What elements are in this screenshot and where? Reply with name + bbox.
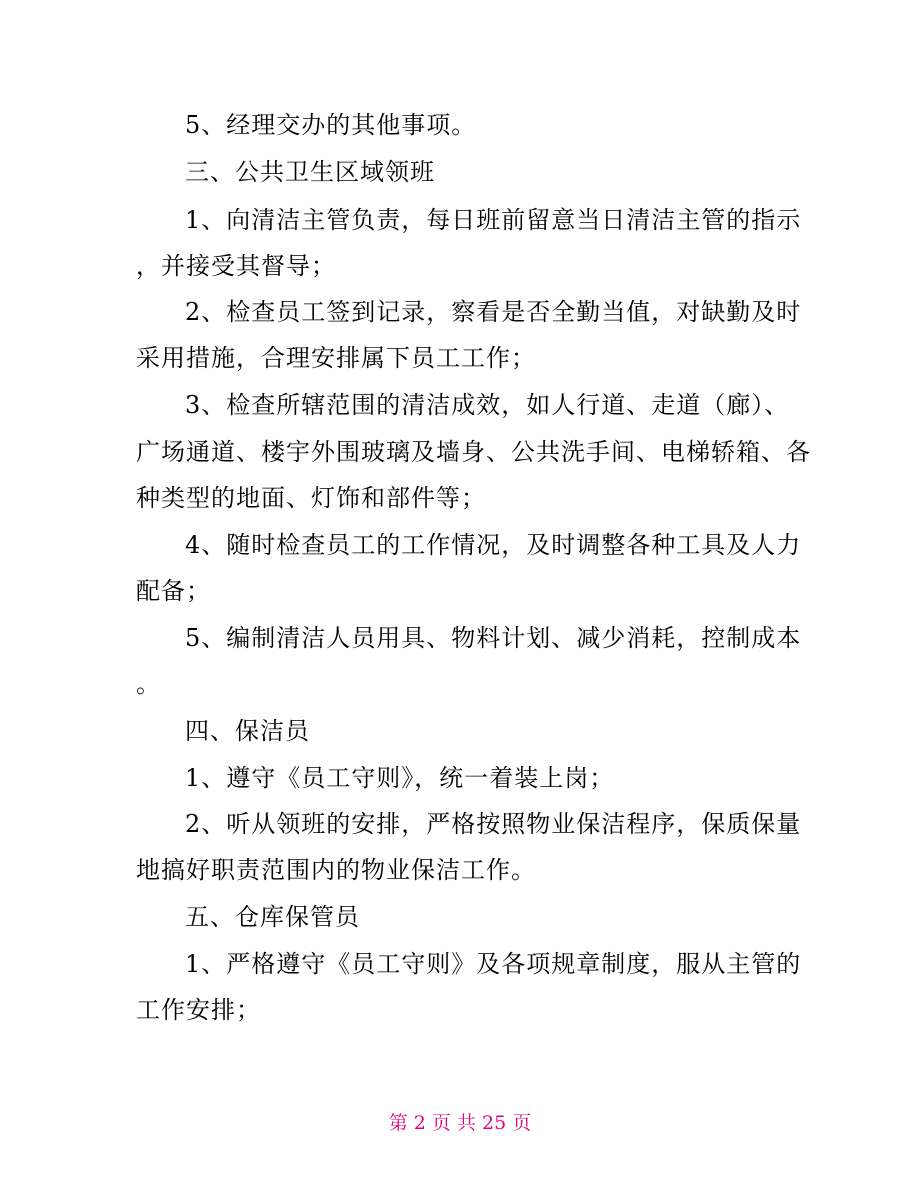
- text-line: 5、编制清洁人员用具、物料计划、减少消耗，控制成本: [185, 624, 802, 652]
- text-line: 种类型的地面、灯饰和部件等；: [136, 484, 486, 512]
- text-line: 2、检查员工签到记录，察看是否全勤当值，对缺勤及时: [185, 298, 802, 326]
- text-line: 5、经理交办的其他事项。: [185, 111, 477, 139]
- text-line: ，并接受其督导；: [136, 252, 336, 280]
- text-line: 1、严格遵守《员工守则》及各项规章制度，服从主管的: [185, 950, 802, 978]
- text-line: 工作安排；: [136, 996, 261, 1024]
- text-line: 配备；: [136, 577, 211, 605]
- text-line: 1、向清洁主管负责，每日班前留意当日清洁主管的指示: [185, 206, 802, 234]
- section-heading: 五、仓库保管员: [185, 903, 360, 931]
- text-line: 1、遵守《员工守则》，统一着装上岗；: [185, 764, 615, 792]
- text-line: 广场通道、楼宇外围玻璃及墙身、公共洗手间、电梯轿箱、各: [136, 438, 811, 466]
- section-heading: 四、保洁员: [185, 717, 310, 745]
- text-line: 3、检查所辖范围的清洁成效，如人行道、走道（廊）、: [185, 391, 790, 419]
- text-line: 。: [136, 670, 161, 698]
- page-number-footer: 第 2 页 共 25 页: [388, 1112, 532, 1134]
- text-line: 2、听从领班的安排，严格按照物业保洁程序，保质保量: [185, 810, 802, 838]
- text-line: 地搞好职责范围内的物业保洁工作。: [136, 856, 536, 884]
- text-line: 采用措施，合理安排属下员工工作；: [136, 344, 536, 372]
- section-heading: 三、公共卫生区域领班: [185, 158, 435, 186]
- text-line: 4、随时检查员工的工作情况，及时调整各种工具及人力: [185, 531, 802, 559]
